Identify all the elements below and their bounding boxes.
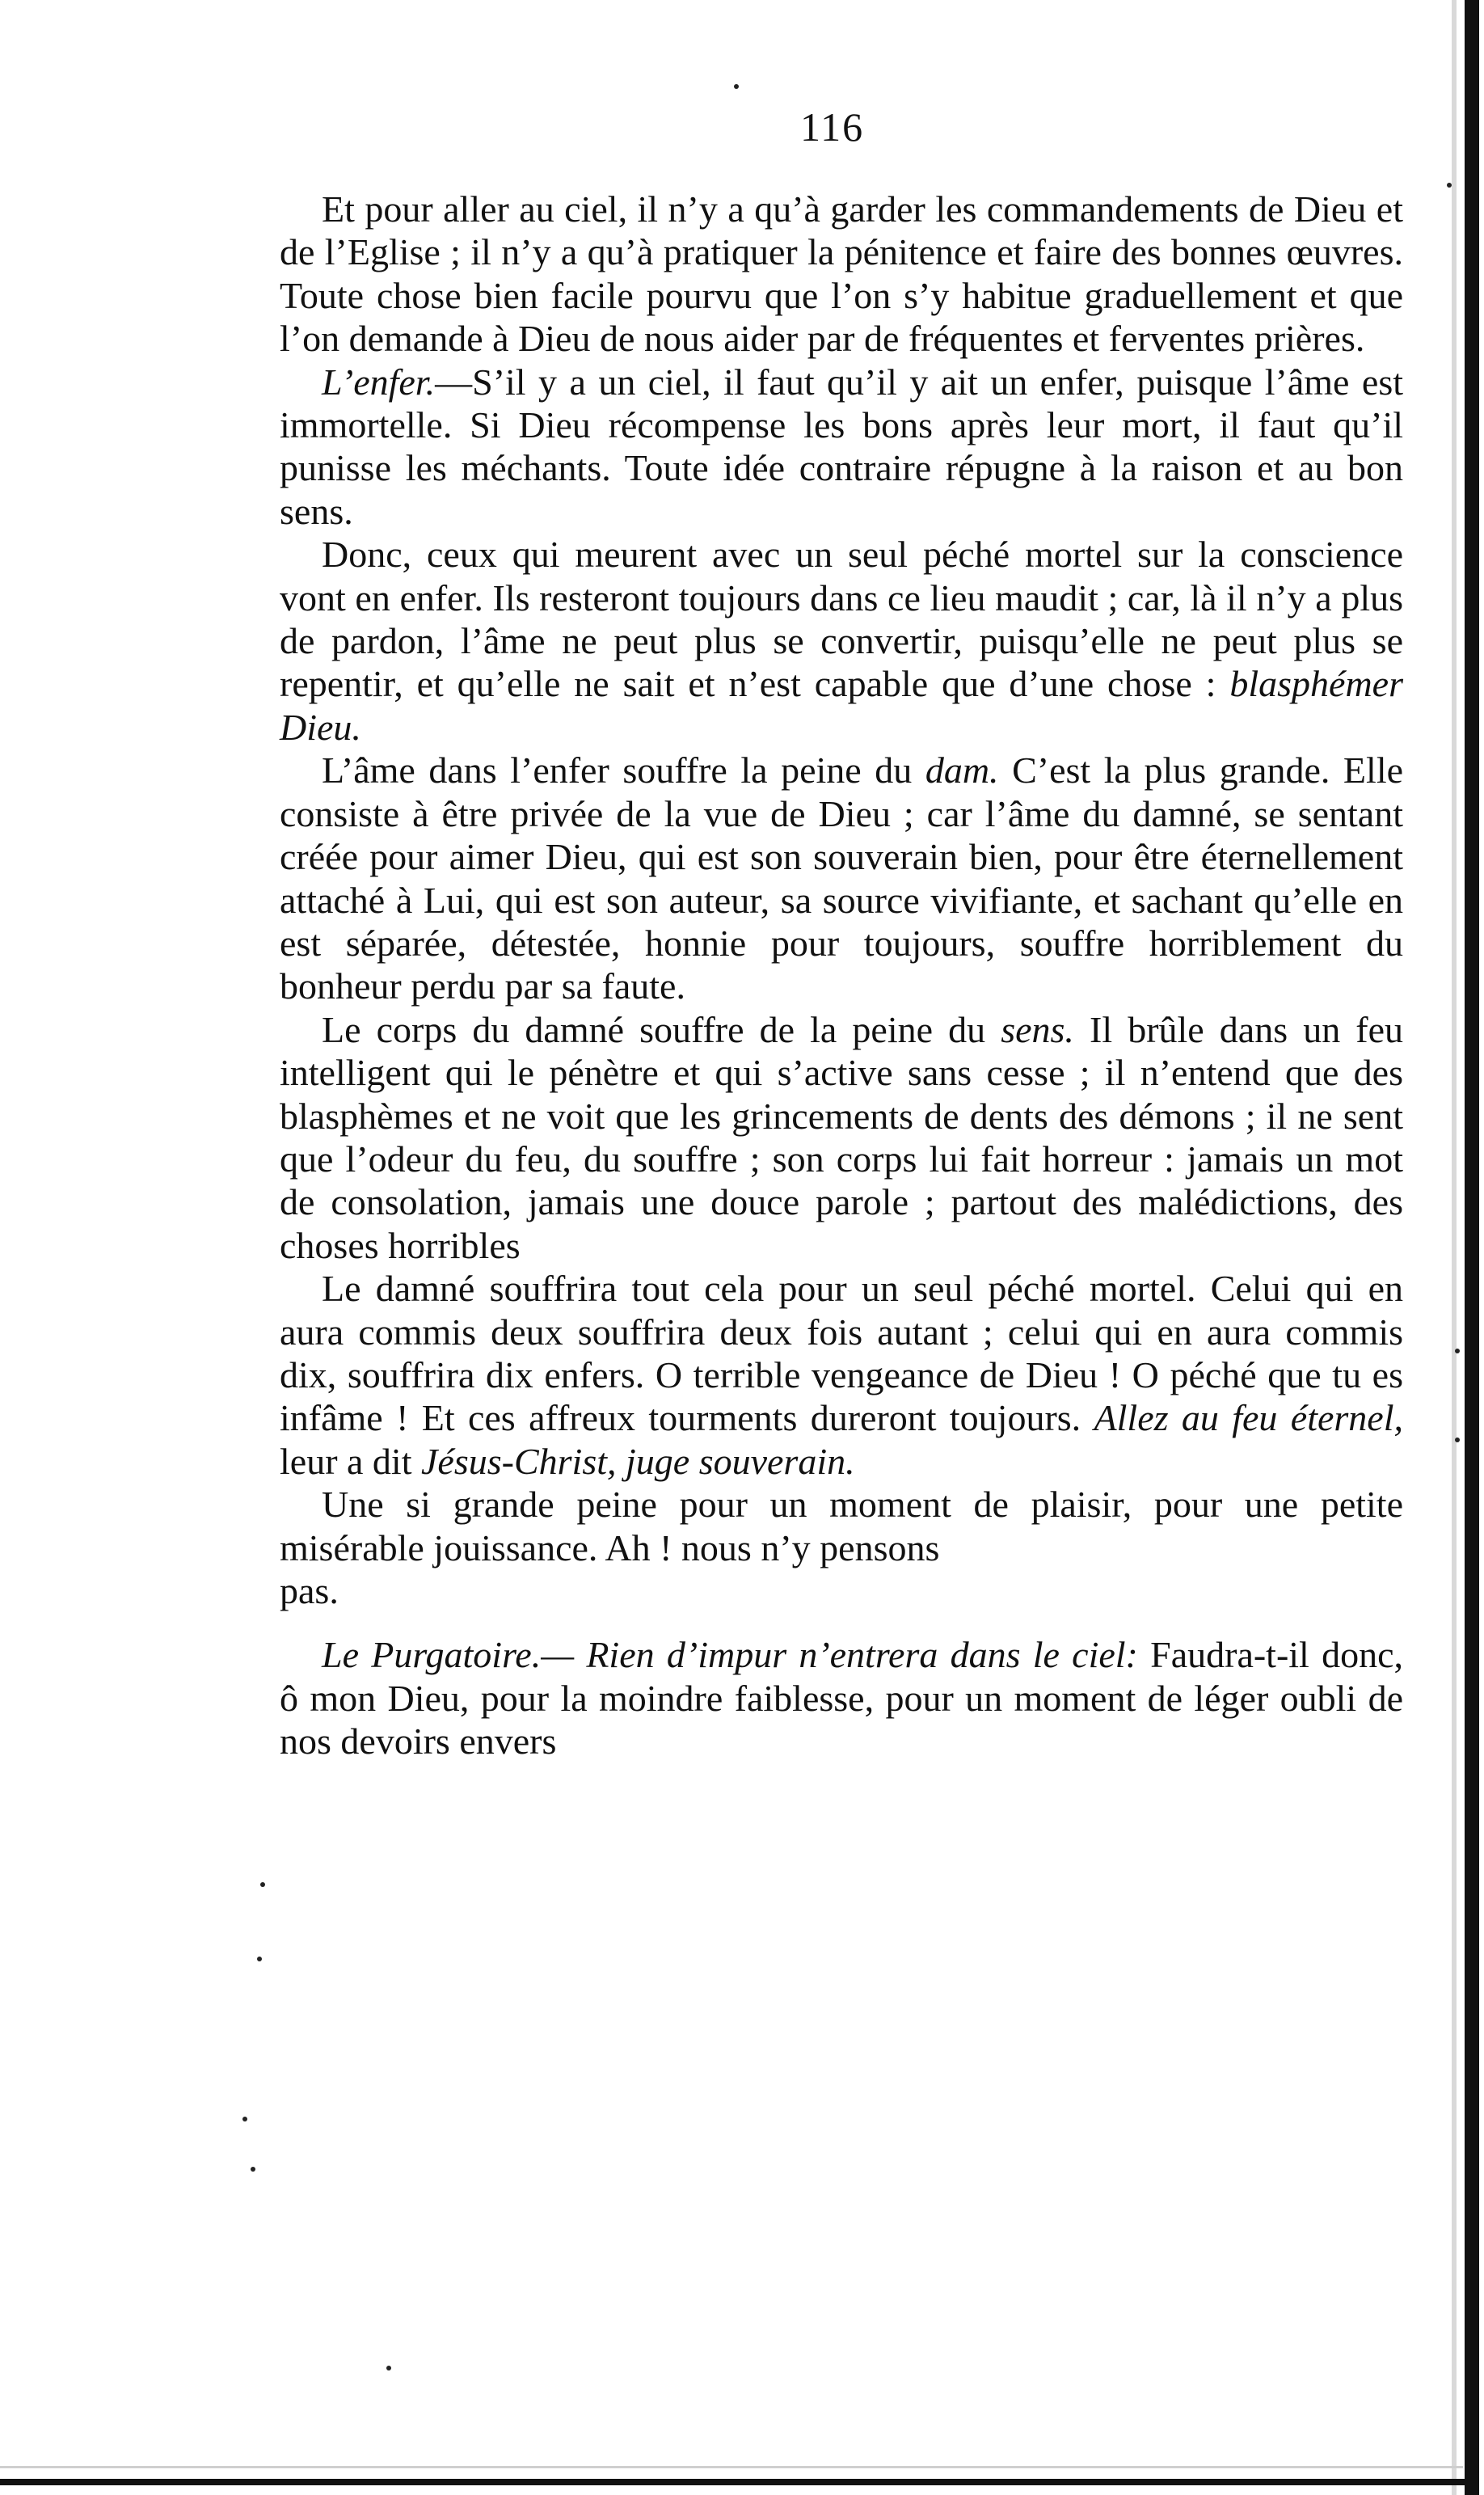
section-heading-enfer: L’enfer. xyxy=(322,361,436,403)
italic-word-sens: sens. xyxy=(1001,1008,1074,1050)
paragraph-text: leur a dit xyxy=(280,1440,412,1482)
scan-speck xyxy=(1455,1437,1460,1442)
paragraph-heaven xyxy=(280,188,1403,361)
scan-speck xyxy=(260,1882,265,1887)
paragraph-tail xyxy=(280,1569,1403,1612)
paragraph-purgatoire xyxy=(280,1633,1403,1763)
paragraph-peine-du-sens xyxy=(280,1008,1403,1267)
body-text xyxy=(280,188,1403,1763)
scan-speck xyxy=(1455,1349,1460,1353)
paragraph-peine-du-dam xyxy=(280,749,1403,1007)
page-edge-shadow xyxy=(1452,0,1457,2495)
paragraph-mortal-sin xyxy=(280,533,1403,749)
italic-attribution: Jésus-Christ, juge souverain. xyxy=(421,1440,855,1482)
book-spine-edge xyxy=(1465,0,1479,2495)
italic-quote: Allez au feu éternel, xyxy=(1094,1397,1403,1439)
scan-speck xyxy=(1447,183,1452,188)
scan-speck xyxy=(257,1957,262,1961)
paragraph-text: Le damné souffrira tout cela pour un seul péché mortel. Celui qui en aura commis deux souffrira deux fois autant ; celui qui en aura commis dix, souffrira dix enfers. O terrible vengeance de Dieu ! O péché que tu es infâme ! Et ces affreux tourments dureront toujours. xyxy=(280,1268,1403,1439)
italic-phrase: blasphémer Dieu. xyxy=(280,663,1403,748)
paragraph-text: L’âme dans l’enfer souffre la peine du xyxy=(322,749,913,792)
paragraph-text: C’est la plus grande. Elle consiste à être privée de la vue de Dieu ; car l’âme du damné, se sentant créée pour aimer Dieu, qui est son souverain bien, pour être éternellement attaché à Lui, qui est son auteur, sa source vivifiante, et sachant qu’elle en est séparée, détestée, honnie pour toujours, souffre horriblement du bonheur perdu par sa faute. xyxy=(280,749,1404,1007)
paragraph-text: Une si grande peine pour un moment de plaisir, pour une petite misérable jouissance. Ah ! nous n’y pensons xyxy=(280,1484,1403,1568)
paragraph-text: pas. xyxy=(280,1570,339,1611)
scan-speck xyxy=(386,2366,391,2370)
paragraph-text: Donc, ceux qui meurent avec un seul péché mortel sur la conscience vont en enfer. Ils resteront toujours dans ce lieu maudit ; car, là il n’y a plus de pardon, l’âme ne peut plus se convertir, puisqu’elle ne peut plus se repentir, et qu’elle ne sait et n’est capable que d’une chose : xyxy=(280,534,1403,705)
paragraph-text: Il brûle dans un feu intelligent qui le pénètre et qui s’active sans cesse ; il n’entend que des blasphèmes et ne voit que les grincements de dents des démons ; il ne sent que l’odeur du feu, du souffre ; son corps lui fait horreur : jamais un mot de consolation, jamais une douce parole ; partout des malédictions, des choses horribles xyxy=(280,1008,1404,1266)
paragraph-text: Et pour aller au ciel, il n’y a qu’à garder les commandements de Dieu et de l’Eglise ; il n’y a qu’à pratiquer la pénitence et faire des bonnes œuvres. Toute chose bien facile pourvu que l’on s’y habitue graduellement et que l’on demande à Dieu de nous aider par de fréquentes et ferventes prières. xyxy=(280,188,1403,360)
paragraph-plaisir xyxy=(280,1483,1403,1569)
scan-speck xyxy=(734,84,739,89)
paragraph-text: —S’il y a un ciel, il faut qu’il y ait un enfer, puisque l’âme est immortelle. Si Dieu récompense les bons après leur mort, il faut qu’il punisse les méchants. Toute idée contraire répugne à la raison et au bon sens. xyxy=(280,361,1403,532)
section-gap xyxy=(280,1612,1403,1633)
paragraph-text: Faudra-t-il donc, ô mon Dieu, pour la moindre faiblesse, pour un moment de léger oubli de nos devoirs envers xyxy=(280,1634,1403,1763)
scan-speck xyxy=(242,2117,247,2121)
paragraph-hell xyxy=(280,361,1403,534)
bottom-edge-shadow xyxy=(0,2466,1463,2468)
paragraph-vengeance xyxy=(280,1267,1403,1483)
italic-word-dam: dam. xyxy=(925,749,999,792)
section-heading-purgatoire: Le Purgatoire.— Rien d’impur n’entrera dans le ciel: xyxy=(322,1634,1138,1676)
paragraph-text: Le corps du damné souffre de la peine du xyxy=(322,1008,986,1050)
scan-speck xyxy=(251,2167,255,2172)
bottom-page-edge xyxy=(0,2479,1479,2485)
page-number: 116 xyxy=(800,104,865,150)
